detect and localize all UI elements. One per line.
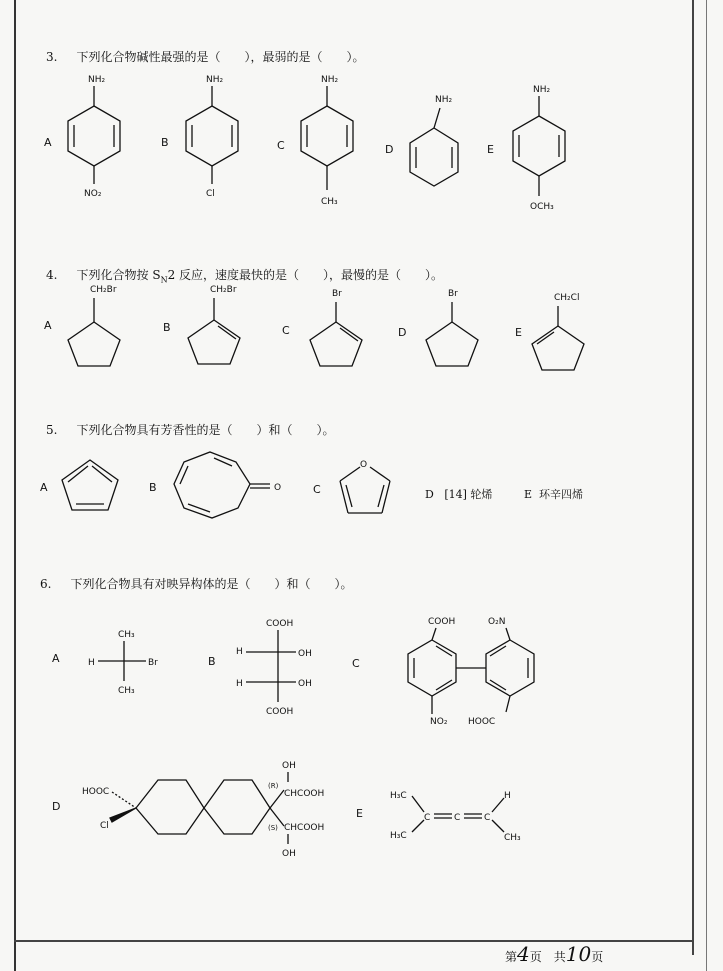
svg-text:NH₂: NH₂ (206, 75, 224, 85)
q5-option-d (425, 486, 492, 502)
question-4-subscript: N (160, 275, 168, 285)
svg-text:(S): (S) (268, 824, 278, 832)
q5-molecule-c (334, 455, 394, 520)
question-6-text: 下列化合物具有对映异构体的是（ ）和（ ）。 (70, 577, 353, 591)
q5-option-b: B (149, 481, 157, 494)
q5-option-e (524, 486, 583, 502)
question-5-text: 下列化合物具有芳香性的是（ ）和（ ）。 (76, 423, 335, 437)
footer-page-mid: 页 共 (529, 950, 566, 964)
question-5 (46, 421, 335, 438)
question-4-text-post: 2 反应，速度最快的是（ ），最慢的是（ ）。 (167, 268, 444, 282)
svg-text:CH₃: CH₃ (504, 833, 521, 843)
svg-text:C: C (454, 813, 461, 823)
q6-molecule-b (232, 614, 332, 724)
question-5-number: 5. (46, 423, 58, 437)
svg-text:OH: OH (282, 761, 296, 771)
q5-option-e-text: 环辛四烯 (539, 488, 584, 501)
svg-text:O: O (360, 460, 368, 470)
q3-molecule-b (182, 72, 252, 212)
q3-molecule-e (506, 82, 576, 222)
q4-option-a: A (44, 319, 52, 332)
q6-option-a: A (52, 652, 60, 665)
q5-option-e-letter: E (524, 488, 533, 501)
q3-option-a: A (44, 136, 52, 149)
q4-molecule-a (62, 282, 132, 382)
q3-molecule-c (297, 72, 367, 212)
svg-text:C: C (484, 813, 491, 823)
svg-text:CH₃: CH₃ (118, 630, 135, 640)
q5-option-c: C (313, 483, 321, 496)
svg-text:NH₂: NH₂ (321, 75, 339, 85)
q4-molecule-e (530, 288, 600, 388)
svg-text:OH: OH (282, 849, 296, 859)
q3-option-b: B (161, 136, 169, 149)
question-4-number: 4. (46, 268, 58, 282)
svg-text:NH₂: NH₂ (435, 95, 453, 105)
q6-molecule-a (84, 625, 164, 705)
footer-total-pages: 10 (565, 942, 592, 966)
svg-text:COOH: COOH (266, 619, 294, 629)
q5-molecule-b (170, 448, 290, 528)
q4-option-c: C (282, 324, 290, 337)
q5-option-d-letter: D (425, 488, 434, 501)
footer-page-number: 4 (517, 942, 530, 966)
svg-text:OH: OH (298, 649, 312, 659)
q3-option-d: D (385, 143, 394, 156)
svg-text:CH₂Br: CH₂Br (90, 285, 117, 295)
svg-text:Cl: Cl (100, 821, 109, 831)
footer-page-end: 页 (591, 950, 604, 964)
page-border-right-outer (706, 0, 707, 971)
svg-text:HOOC: HOOC (468, 717, 496, 727)
svg-text:CH₃: CH₃ (321, 197, 338, 207)
question-3-number: 3. (46, 50, 58, 64)
question-3-text: 下列化合物碱性最强的是（ ），最弱的是（ ）。 (76, 50, 365, 64)
page-footer (505, 942, 603, 966)
svg-text:CHCOOH: CHCOOH (284, 789, 325, 799)
svg-text:(R): (R) (268, 782, 279, 790)
svg-text:Br: Br (148, 658, 158, 668)
question-6-number: 6. (40, 577, 52, 591)
svg-text:OCH₃: OCH₃ (530, 202, 554, 212)
q3-molecule-a (62, 72, 132, 212)
svg-text:H: H (236, 679, 243, 689)
svg-text:Br: Br (448, 289, 458, 299)
svg-text:H: H (504, 791, 511, 801)
svg-text:HOOC: HOOC (82, 787, 110, 797)
q4-option-d: D (398, 326, 407, 339)
svg-text:Br: Br (332, 289, 342, 299)
q6-option-b: B (208, 655, 216, 668)
svg-text:H: H (88, 658, 95, 668)
q6-option-e: E (356, 807, 363, 820)
svg-text:OH: OH (298, 679, 312, 689)
page-border-left (14, 0, 16, 971)
page-border-right (692, 0, 694, 955)
q4-molecule-b (182, 282, 252, 382)
svg-text:O: O (274, 483, 282, 493)
svg-text:NO₂: NO₂ (430, 717, 448, 727)
q6-molecule-e (388, 782, 538, 852)
svg-text:H₃C: H₃C (390, 831, 407, 841)
footer-page-label: 第 (505, 950, 518, 964)
q4-option-b: B (163, 321, 171, 334)
svg-text:NH₂: NH₂ (533, 85, 551, 95)
svg-text:NH₂: NH₂ (88, 75, 106, 85)
q6-molecule-c (376, 610, 566, 735)
q3-molecule-d (400, 88, 470, 198)
svg-text:Cl: Cl (206, 189, 215, 199)
svg-text:C: C (424, 813, 431, 823)
q5-option-d-text: [14] 轮烯 (444, 488, 493, 501)
svg-text:O₂N: O₂N (488, 617, 506, 627)
q4-option-e: E (515, 326, 522, 339)
q5-molecule-a (60, 456, 125, 516)
q6-option-c: C (352, 657, 360, 670)
svg-text:CHCOOH: CHCOOH (284, 823, 325, 833)
svg-text:H₃C: H₃C (390, 791, 407, 801)
question-4-text-pre: 下列化合物按 S (76, 268, 161, 282)
q6-molecule-d (78, 756, 343, 866)
question-3 (46, 48, 365, 65)
svg-text:COOH: COOH (266, 707, 294, 717)
svg-text:NO₂: NO₂ (84, 189, 102, 199)
svg-text:CH₃: CH₃ (118, 686, 135, 696)
q3-option-e: E (487, 143, 494, 156)
q4-molecule-c (302, 286, 372, 386)
svg-text:CH₂Cl: CH₂Cl (554, 293, 580, 303)
q3-option-c: C (277, 139, 285, 152)
svg-text:COOH: COOH (428, 617, 456, 627)
svg-text:CH₂Br: CH₂Br (210, 285, 237, 295)
svg-text:H: H (236, 647, 243, 657)
q4-molecule-d (418, 286, 488, 386)
q6-option-d: D (52, 800, 61, 813)
question-6 (40, 575, 353, 592)
q5-option-a: A (40, 481, 48, 494)
